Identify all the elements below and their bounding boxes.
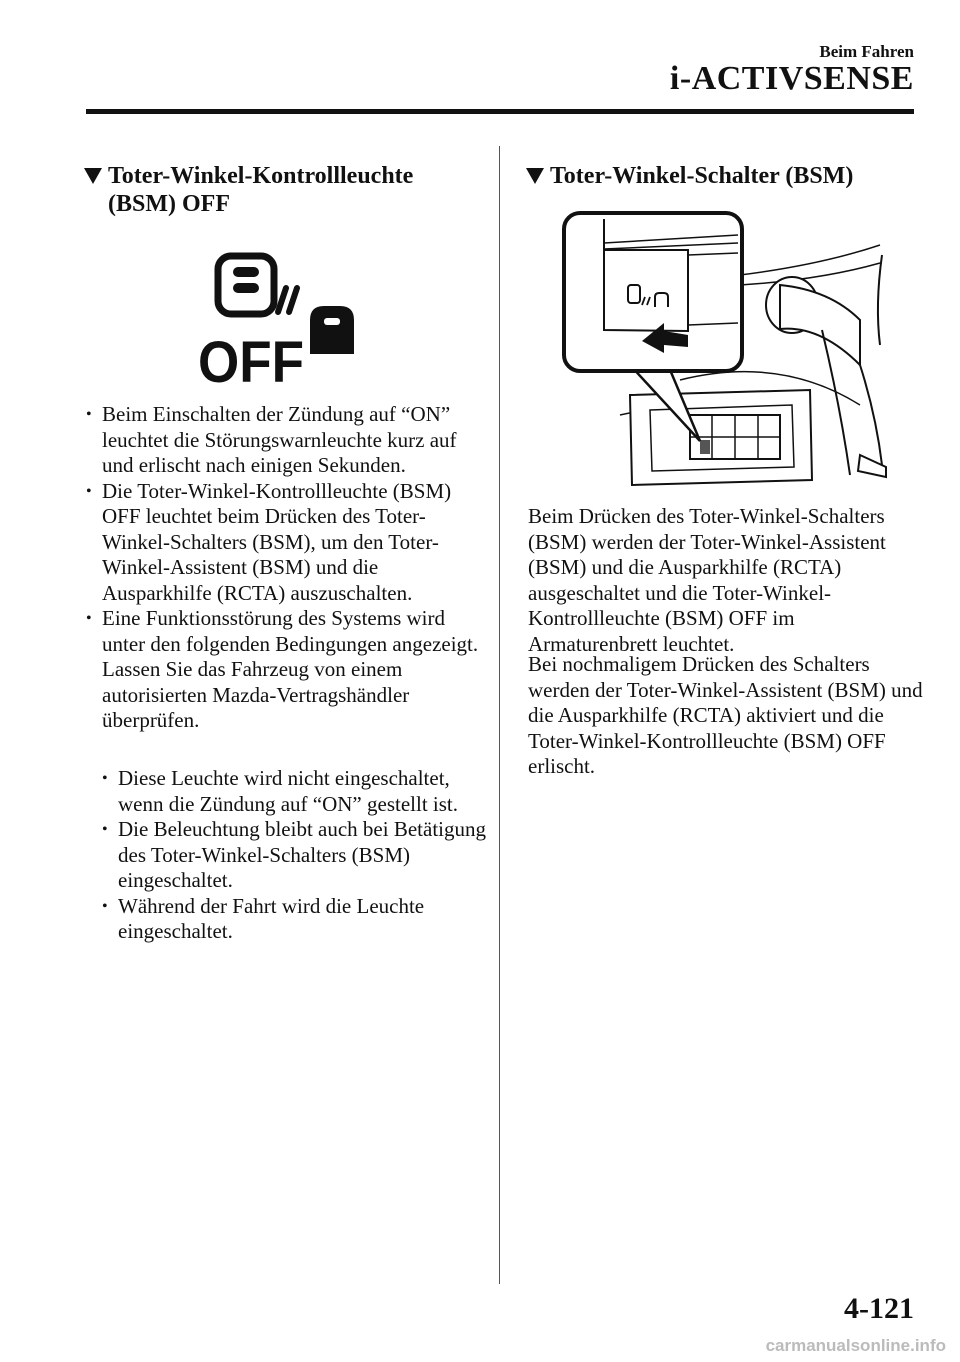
list-item: • Die Toter-Winkel-Kontrollleuchte (BSM) OFF leuchtet beim Drücken des Toter-Winkel-Schalters (BSM), um den Toter-Winkel-Assistent (BSM) und die Ausparkhilfe (RCTA) auszuschalten. xyxy=(86,479,486,607)
list-item: • Die Beleuchtung bleibt auch bei Betätigung des Toter-Winkel-Schalters (BSM) eingeschaltet. xyxy=(102,817,486,894)
column-divider xyxy=(499,146,500,1284)
triangle-icon xyxy=(84,168,102,184)
list-item: • Während der Fahrt wird die Leuchte eingeschaltet. xyxy=(102,894,486,945)
list-item: • Beim Einschalten der Zündung auf “ON” leuchtet die Störungswarnleuchte kurz auf und erlischt nach einigen Sekunden. xyxy=(86,402,486,479)
chapter-label: Beim Fahren xyxy=(819,42,914,61)
watermark: carmanualsonline.info xyxy=(765,1336,946,1355)
left-sub-bullet-list xyxy=(102,766,486,945)
page-number: 4-121 xyxy=(844,1292,914,1325)
right-paragraph-1: Beim Drücken des Toter-Winkel-Schalters (BSM) werden der Toter-Winkel-Assistent (BSM) und die Ausparkhilfe (RCTA) ausgeschaltet und die Toter-Winkel-Kontrollleuchte (BSM) OFF im Armaturenbrett leuchtet. xyxy=(528,504,886,656)
right-paragraph-2: Bei nochmaligem Drücken des Schalters werden der Toter-Winkel-Assistent (BSM) und die Ausparkhilfe (RCTA) aktiviert und die Toter-Winkel-Kontrollleuchte (BSM) OFF erlischt. xyxy=(528,652,923,778)
left-heading xyxy=(84,162,484,218)
bsm-off-indicator-icon xyxy=(196,250,371,390)
radar-wave-icon xyxy=(278,288,297,312)
list-item: • Diese Leuchte wird nicht eingeschaltet, wenn die Zündung auf “ON” gestellt ist. xyxy=(102,766,486,817)
left-heading-line1: Toter-Winkel-Kontrollleuchte xyxy=(108,163,414,189)
triangle-icon xyxy=(526,168,544,184)
off-label: OFF xyxy=(198,330,304,390)
right-heading xyxy=(526,162,926,190)
section-title: i-ACTIVSENSE xyxy=(669,60,914,97)
list-item: • Eine Funktionsstörung des Systems wird unter den folgenden Bedingungen angezeigt. Lassen Sie das Fahrzeug von einem autorisierten Mazda-Vertragshändler überprüfen. xyxy=(86,606,486,734)
bsm-switch-illustration xyxy=(560,205,890,500)
left-bullet-list xyxy=(86,402,486,734)
header-rule xyxy=(86,109,914,114)
left-heading-line2: (BSM) OFF xyxy=(108,191,230,217)
car-icon-right xyxy=(310,306,354,354)
right-heading-text: Toter-Winkel-Schalter (BSM) xyxy=(550,163,854,189)
